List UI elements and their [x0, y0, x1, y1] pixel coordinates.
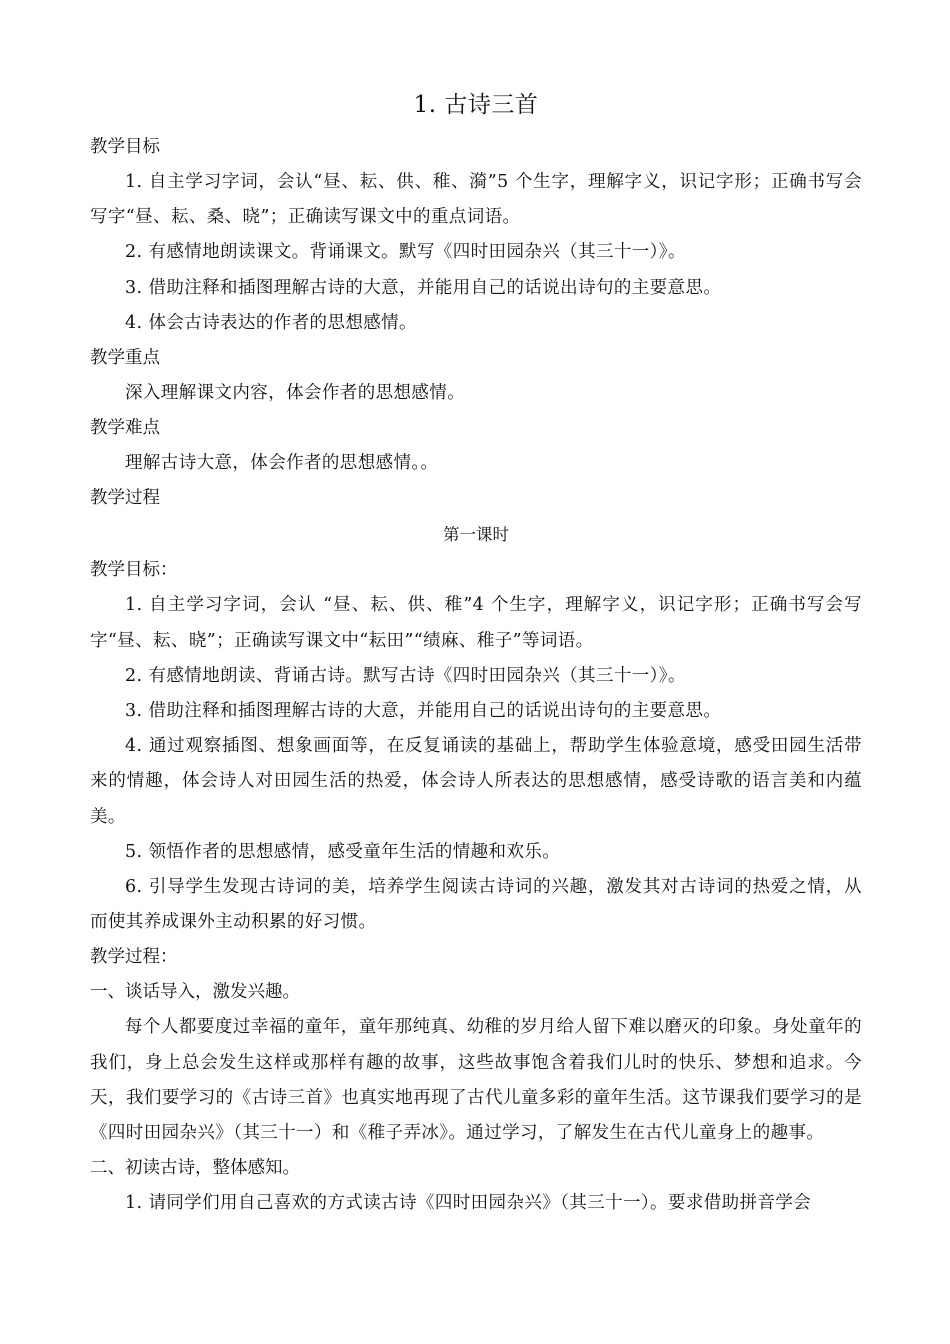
key-heading: 教学重点: [90, 348, 160, 369]
step-heading: 二、初读古诗，整体感知。: [90, 1158, 300, 1179]
lesson-goal-paragraph: 4. 通过观察插图、想象画面等，在反复诵读的基础上，帮助学生体验意境，感受田园生活带来的情趣，体会诗人对田园生活的热爱，体会诗人所表达的思想感情，感受诗歌的语言美和内蕴美。: [90, 736, 862, 827]
goal-paragraph: 1. 自主学习字词，会认“昼、耘、供、稚、漪”5 个生字，理解字义，识记字形；正确书写会写字“昼、耘、桑、晓”；正确读写课文中的重点词语。: [90, 172, 862, 228]
lesson-goal-paragraph: 1. 自主学习字词，会认 “昼、耘、供、稚”4 个生字，理解字义，识记字形；正确书写会写字“昼、耘、晓”；正确读写课文中“耘田”“绩麻、稚子”等词语。: [90, 595, 862, 651]
key-paragraph: 深入理解课文内容，体会作者的思想感情。: [125, 383, 466, 404]
lesson-goal-paragraph: 6. 引导学生发现古诗词的美，培养学生阅读古诗词的兴趣，激发其对古诗词的热爱之情，从而使其养成课外主动积累的好习惯。: [90, 877, 862, 933]
goal-paragraph: 2. 有感情地朗读课文。背诵课文。默写《四时田园杂兴（其三十一）》。: [125, 242, 686, 263]
lesson-goal-paragraph: 3. 借助注释和插图理解古诗的大意，并能用自己的话说出诗句的主要意思。: [125, 701, 722, 722]
lesson-process-heading: 教学过程：: [90, 947, 178, 968]
goals-heading: 教学目标: [90, 137, 160, 157]
step-paragraph: 每个人都要度过幸福的童年，童年那纯真、幼稚的岁月给人留下难以磨灭的印象。身处童年的我们，身上总会发生这样或那样有趣的故事，这些故事饱含着我们儿时的快乐、梦想和追求。今天，我们要学习的《古诗三首》也真实地再现了古代儿童多彩的童年生活。这节课我们要学习的是《四时田园杂兴》（其三十一）和《稚子弄冰》。通过学习，了解发生在古代儿童身上的趣事。: [90, 1017, 862, 1144]
lesson-goals-heading: 教学目标：: [90, 560, 178, 581]
step-paragraph: 1. 请同学们用自己喜欢的方式读古诗《四时田园杂兴》（其三十一）。要求借助拼音学会: [125, 1193, 812, 1214]
goal-paragraph: 4. 体会古诗表达的作者的思想感情。: [125, 312, 417, 333]
lesson-goal-paragraph: 5. 领悟作者的思想感情，感受童年生活的情趣和欢乐。: [125, 841, 561, 862]
difficulty-heading: 教学难点: [90, 418, 160, 439]
difficulty-paragraph: 理解古诗大意，体会作者的思想感情。。: [125, 453, 439, 474]
process-heading: 教学过程: [90, 488, 160, 509]
lesson-subtitle: 第一课时: [443, 525, 509, 545]
page-title: 1. 古诗三首: [413, 92, 539, 118]
document-page: [90, 88, 862, 1221]
lesson-goal-paragraph: 2. 有感情地朗读、背诵古诗。默写古诗《四时田园杂兴（其三十一）》。: [125, 665, 686, 686]
goal-paragraph: 3. 借助注释和插图理解古诗的大意，并能用自己的话说出诗句的主要意思。: [125, 277, 722, 298]
step-heading: 一、谈话导入，激发兴趣。: [90, 982, 300, 1003]
